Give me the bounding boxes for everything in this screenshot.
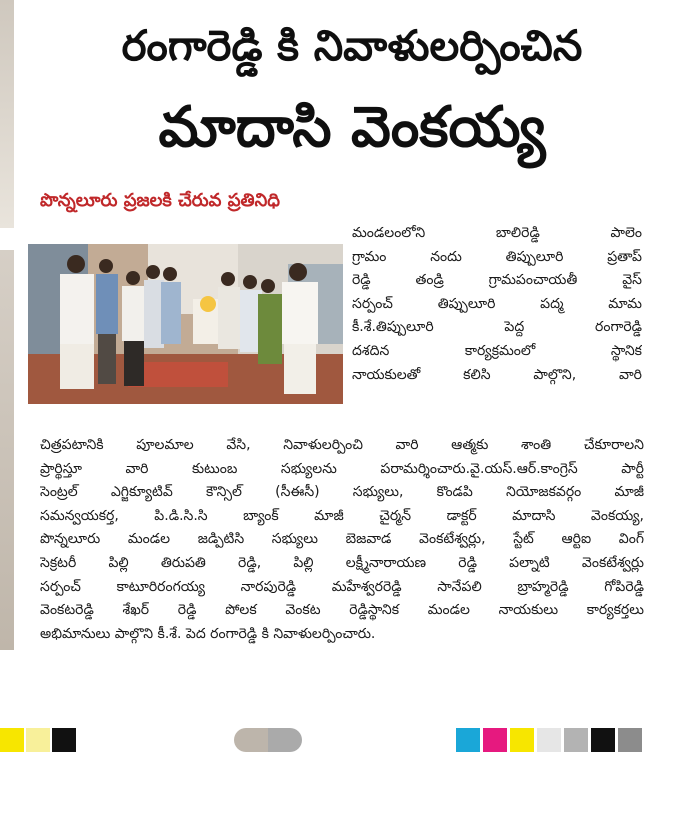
- article-line: సెక్రటరీ పిల్లి తిరుపతి రెడ్డి, పిల్లి లక్ష్మీనారాయణ రెడ్డి పల్నాటి వెంకటేశ్వర్లు: [40, 554, 644, 571]
- color-swatch: [564, 728, 588, 752]
- color-swatch: [52, 728, 76, 752]
- article-line: చిత్రపటానికి పూలమాల వేసి, నివాళులర్పించి వారి ఆత్మకు శాంతి చేకూరాలని: [40, 437, 644, 453]
- article-line: ప్రార్థిస్తూ వారి కుటుంబ సభ్యులను పరామర్శించారు.వై.యస్.ఆర్.కాంగ్రెస్ పార్టీ: [40, 460, 644, 477]
- article-line: సర్పంచ్ తిప్పులూరి పద్మ మామ: [352, 295, 642, 312]
- color-swatch: [510, 728, 534, 752]
- color-swatch: [537, 728, 561, 752]
- color-swatch: [0, 728, 24, 752]
- article-line: వెంకటరెడ్డి శేఖర్ రెడ్డి పోలక వెంకట రెడ్డిస్థానిక మండల నాయకులు కార్యకర్తలు: [40, 602, 644, 619]
- event-photo: [28, 244, 343, 404]
- color-swatch: [483, 728, 507, 752]
- article-line: పొన్నలూరు మండల జడ్పిటిసి సభ్యులు బెజవాడ వెంకటేశ్వర్లు, స్టేట్ ఆర్టిఐ వింగ్: [40, 531, 644, 548]
- adjacent-clipping-edge: [0, 0, 14, 228]
- adjacent-clipping-edge: [0, 250, 14, 650]
- article-line: గ్రామం నందు తిప్పులూరి ప్రతాప్: [352, 248, 642, 265]
- color-registration-bar-left: [0, 728, 78, 752]
- byline: పొన్నలూరు ప్రజలకి చేరువ ప్రతినిధి: [40, 190, 280, 211]
- article-body: [40, 434, 644, 646]
- article-line: సమన్వయకర్త, పి.డి.సి.సి బ్యాంక్ మాజీ చైర్మన్ డాక్టర్ మాదాసి వెంకయ్య,: [40, 507, 644, 524]
- registration-pill: [234, 728, 302, 752]
- color-swatch: [26, 728, 50, 752]
- headline-line-2: మాదాసి వెంకయ్య: [158, 95, 546, 160]
- color-swatch: [591, 728, 615, 752]
- color-swatch: [456, 728, 480, 752]
- color-swatch: [268, 728, 302, 752]
- article-line: నాయకులతో కలిసి పాల్గొని, వారి: [352, 366, 642, 383]
- article-line: దశదిన కార్యక్రమంలో స్థానిక: [352, 342, 642, 359]
- article-line: సర్పంచ్ కాటూరిరంగయ్య నారపురెడ్డి మహేశ్వరరెడ్డి సానేపలి బ్రాహ్మరెడ్డి గోపిరెడ్డి: [40, 578, 644, 595]
- article-line: అభిమానులు పాల్గొని కీ.శే. పెద రంగారెడ్డి కి నివాళులర్పించారు.: [40, 625, 376, 642]
- color-swatch: [234, 728, 268, 752]
- article-line: కీ.శే.తిప్పులూరి పెద్ద రంగారెడ్డి: [352, 319, 642, 336]
- article-line: రెడ్డి తండ్రి గ్రామపంచాయతీ వైస్: [352, 272, 642, 289]
- headline-line-1: రంగారెడ్డి కి నివాళులర్పించిన: [121, 21, 583, 70]
- color-registration-bar-right: [456, 728, 645, 752]
- article-intro-column: [352, 222, 642, 387]
- color-swatch: [618, 728, 642, 752]
- article-line: సెంట్రల్ ఎగ్జిక్యూటివ్ కౌన్సిల్ (సీఈసీ) సభ్యులు, కొండపి నియోజకవర్గం మాజీ: [40, 484, 644, 501]
- article-line: మండలంలోని బాలిరెడ్డి పాలెం: [352, 225, 642, 241]
